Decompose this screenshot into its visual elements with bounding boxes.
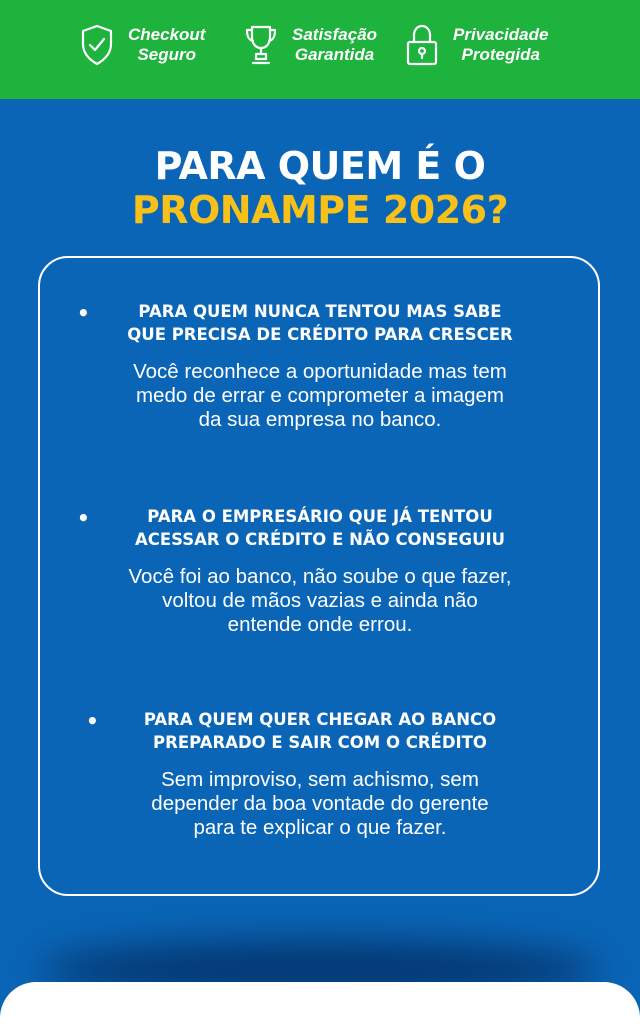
audience-item <box>40 708 600 840</box>
badge-line2: Seguro <box>137 45 197 64</box>
trust-bar <box>0 0 640 99</box>
shield-check-icon <box>78 22 116 68</box>
bullet-icon: • <box>77 301 90 325</box>
audience-item <box>40 300 600 432</box>
desc-line3: para te explicar o que fazer. <box>193 816 447 839</box>
heading-line1: PARA QUEM QUER CHEGAR AO BANCO <box>143 710 497 729</box>
desc-line2: depender da boa vontade do gerente <box>151 792 489 815</box>
badge-line1: Privacidade <box>453 25 549 44</box>
bullet-icon: • <box>77 506 90 530</box>
desc-line3: da sua empresa no banco. <box>198 408 442 431</box>
desc-line2: voltou de mãos vazias e ainda não <box>162 589 478 612</box>
desc-line1: Você reconhece a oportunidade mas tem <box>133 360 507 383</box>
heading-line2: PREPARADO E SAIR COM O CRÉDITO <box>153 733 487 752</box>
bullet-icon: • <box>86 709 99 733</box>
badge-line1: Checkout <box>128 25 206 44</box>
badge-privacidade-protegida <box>403 20 548 70</box>
trophy-icon <box>242 22 280 68</box>
audience-item-description <box>40 565 600 637</box>
badge-line2: Protegida <box>461 45 540 64</box>
audience-item-description <box>40 360 600 432</box>
section-title-line1: PARA QUEM É O <box>154 144 486 188</box>
next-section-card <box>0 982 640 1024</box>
heading-line1: PARA QUEM NUNCA TENTOU MAS SABE <box>138 302 502 321</box>
audience-item-description <box>40 768 600 840</box>
audience-item <box>40 505 600 637</box>
heading-line2: ACESSAR O CRÉDITO E NÃO CONSEGUIU <box>134 530 506 549</box>
audience-item-heading <box>40 708 600 754</box>
desc-line1: Você foi ao banco, não soube o que fazer, <box>128 565 512 588</box>
heading-line1: PARA O EMPRESÁRIO QUE JÁ TENTOU <box>147 507 493 526</box>
badge-line2: Garantida <box>294 45 375 64</box>
desc-line2: medo de errar e comprometer a imagem <box>135 384 504 407</box>
desc-line1: Sem improviso, sem achismo, sem <box>161 768 479 791</box>
audience-item-heading <box>40 300 600 346</box>
padlock-icon <box>403 22 441 68</box>
badge-satisfacao-garantida <box>242 20 377 70</box>
heading-line2: QUE PRECISA DE CRÉDITO PARA CRESCER <box>127 325 513 344</box>
desc-line3: entende onde errou. <box>227 613 413 636</box>
audience-item-heading <box>40 505 600 551</box>
badge-line1: Satisfação <box>292 25 378 44</box>
section-title-line2: PRONAMPE 2026? <box>131 188 509 232</box>
badge-checkout-seguro <box>78 20 205 70</box>
